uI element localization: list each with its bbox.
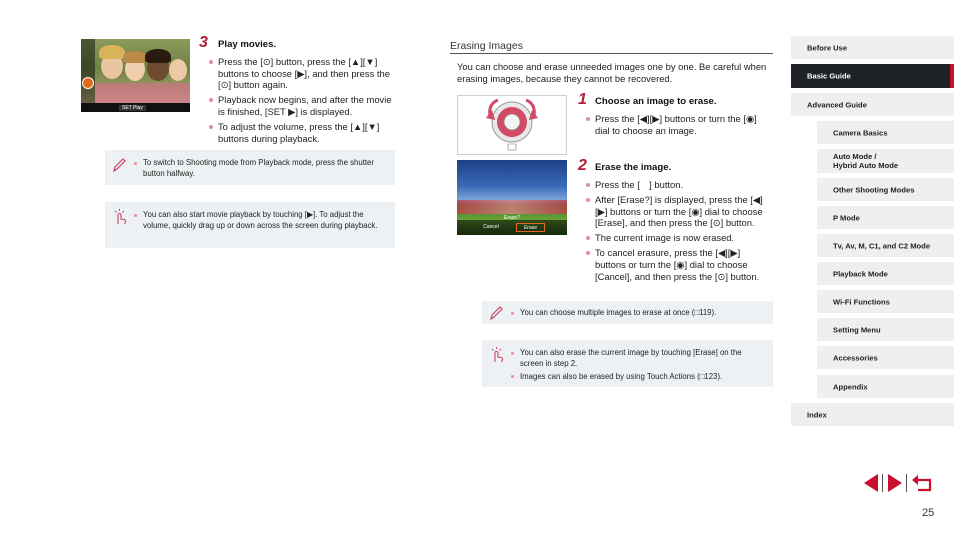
step-title: Erase the image. bbox=[595, 162, 672, 173]
sidebar-item-setting-menu[interactable]: Setting Menu bbox=[817, 318, 954, 341]
movie-playback-photo bbox=[81, 39, 190, 112]
note-box bbox=[105, 150, 395, 185]
erase-button[interactable]: Erase bbox=[516, 223, 545, 232]
list-item: Press the [◀][▶] buttons or turn the [◉] dial to choose an image. bbox=[585, 113, 771, 136]
note-box bbox=[105, 202, 395, 248]
erase-prompt: Erase? bbox=[504, 215, 520, 221]
note-text: You can also start movie playback by touching [▶]. To adjust the volume, quickly drag up or down across the screen during playback. bbox=[133, 209, 387, 232]
previous-page-icon[interactable] bbox=[861, 473, 879, 493]
sidebar-item-p-mode[interactable]: P Mode bbox=[817, 206, 954, 229]
dial-icon bbox=[458, 96, 566, 154]
step-number: 3 bbox=[199, 34, 208, 51]
sidebar-item-auto-mode[interactable]: Auto Mode / Hybrid Auto Mode bbox=[817, 149, 954, 173]
sidebar-item-playback-mode[interactable]: Playback Mode bbox=[817, 262, 954, 285]
pencil-icon bbox=[488, 304, 504, 322]
sidebar-item-advanced-guide[interactable]: Advanced Guide bbox=[791, 93, 954, 116]
page-number: 25 bbox=[922, 507, 935, 519]
list-item: After [Erase?] is displayed, press the [◀][▶] buttons or turn the [◉] dial to choose [Erase], and then press the [⊙] button. bbox=[585, 194, 771, 229]
sidebar-item-basic-guide[interactable]: Basic Guide bbox=[791, 64, 954, 88]
intro-text: You can choose and erase unneeded images one by one. Be careful when erasing images, because they cannot be recovered. bbox=[457, 61, 767, 84]
sidebar-item-accessories[interactable]: Accessories bbox=[817, 346, 954, 369]
erase-screen-photo bbox=[457, 160, 567, 235]
step-title: Play movies. bbox=[218, 39, 277, 50]
set-play-label: SET Play bbox=[119, 105, 146, 111]
playback-side-bar bbox=[81, 39, 95, 112]
step-title: Choose an image to erase. bbox=[595, 96, 717, 107]
section-title: Erasing Images bbox=[450, 40, 523, 52]
list-item: Playback now begins, and after the movie is finished, [SET ▶] is displayed. bbox=[208, 94, 398, 117]
page-navigation bbox=[860, 472, 936, 499]
step-number: 1 bbox=[578, 91, 587, 108]
list-item: To cancel erasure, press the [◀][▶] buttons or turn the [◉] dial to choose [Cancel], and then press the [⊙] button. bbox=[585, 247, 771, 282]
sidebar-item-wifi-functions[interactable]: Wi-Fi Functions bbox=[817, 290, 954, 313]
list-item: To adjust the volume, press the [▲][▼] buttons during playback. bbox=[208, 121, 398, 144]
list-item: Press the [⊙] button, press the [▲][▼] buttons to choose [▶], and then press the [⊙] button again. bbox=[208, 56, 398, 91]
note-box bbox=[482, 340, 773, 387]
sidebar-item-other-shooting-modes[interactable]: Other Shooting Modes bbox=[817, 178, 954, 201]
play-icon bbox=[82, 77, 94, 89]
pencil-icon bbox=[111, 156, 127, 174]
note-text: Images can also be erased by using Touch Actions (□123). bbox=[510, 371, 765, 382]
list-item: Press the [ ] button. bbox=[585, 179, 771, 191]
sidebar-item-index[interactable]: Index bbox=[791, 403, 954, 426]
step3-bullets bbox=[208, 56, 398, 148]
control-dial-illustration bbox=[457, 95, 567, 155]
note-text: To switch to Shooting mode from Playback mode, press the shutter button halfway. bbox=[133, 157, 387, 180]
touch-icon bbox=[488, 346, 506, 364]
list-item: The current image is now erased. bbox=[585, 232, 771, 244]
touch-icon bbox=[111, 208, 129, 226]
note-text: You can choose multiple images to erase at once (□119). bbox=[510, 307, 765, 318]
sidebar-item-camera-basics[interactable]: Camera Basics bbox=[817, 121, 954, 144]
return-icon[interactable] bbox=[912, 475, 930, 490]
sidebar-item-appendix[interactable]: Appendix bbox=[817, 375, 954, 398]
next-page-icon[interactable] bbox=[888, 474, 902, 492]
note-box bbox=[482, 301, 773, 324]
sidebar-item-before-use[interactable]: Before Use bbox=[791, 36, 954, 59]
note-text: You can also erase the current image by touching [Erase] on the screen in step 2. bbox=[510, 347, 765, 370]
step-number: 2 bbox=[578, 157, 587, 174]
section-divider bbox=[450, 53, 773, 54]
sidebar-item-tv-av-m-mode[interactable]: Tv, Av, M, C1, and C2 Mode bbox=[817, 234, 954, 257]
step1-bullets bbox=[585, 113, 771, 140]
cancel-button[interactable]: Cancel bbox=[483, 224, 499, 230]
step2-bullets bbox=[585, 179, 771, 286]
